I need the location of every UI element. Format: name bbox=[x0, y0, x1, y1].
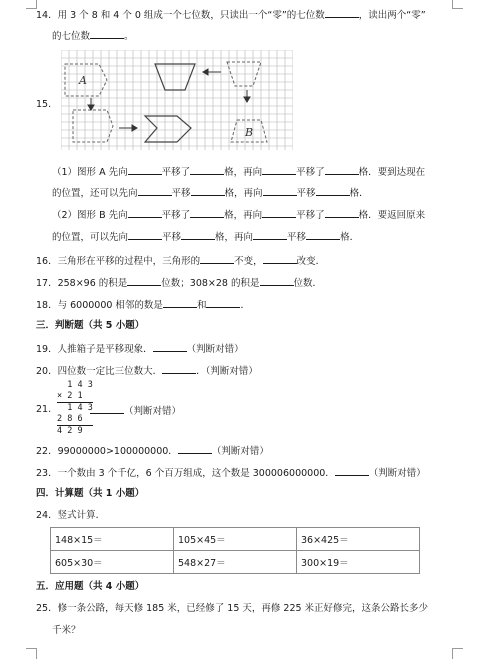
table-row bbox=[51, 528, 420, 551]
question-24-title: 24．竖式计算． bbox=[36, 510, 106, 521]
corner-mark bbox=[26, 648, 37, 659]
table-cell: 605×30＝ bbox=[51, 551, 174, 574]
question-text: 16．三角形在平移的过程中，三角形的 bbox=[36, 256, 201, 267]
question-text: 的位置，可以先向 bbox=[52, 232, 129, 243]
question-text: 位数；308×28 的积是 bbox=[161, 278, 260, 289]
question-text: （判断对错） bbox=[186, 344, 244, 355]
table-cell: 548×27＝ bbox=[174, 551, 297, 574]
question-15-number: 15. bbox=[36, 99, 52, 110]
question-text: （1）图形 A 先向 bbox=[52, 167, 128, 178]
question-text: 19．人推箱子是平移现象． bbox=[36, 344, 153, 355]
table-cell: 36×425＝ bbox=[297, 528, 420, 551]
question-text: 平移了 bbox=[161, 210, 191, 221]
answer-blank[interactable] bbox=[191, 186, 225, 196]
answer-blank[interactable] bbox=[128, 208, 162, 218]
question-20 bbox=[36, 364, 258, 378]
answer-blank[interactable] bbox=[253, 230, 287, 240]
question-text: ，读出两个“零” bbox=[358, 10, 426, 21]
question-text: ．（判断对错） bbox=[196, 366, 258, 377]
answer-blank[interactable] bbox=[163, 298, 197, 308]
answer-blank[interactable] bbox=[263, 186, 297, 196]
corner-mark bbox=[452, 0, 463, 9]
answer-blank[interactable] bbox=[190, 208, 224, 218]
question-text: 17．258×96 的积是 bbox=[36, 278, 128, 289]
figure-b-label: B bbox=[245, 126, 254, 139]
question-text: 格． bbox=[340, 232, 360, 243]
answer-blank[interactable] bbox=[153, 342, 187, 352]
calculation-table bbox=[50, 527, 420, 574]
question-text: 的七位数 bbox=[52, 31, 91, 42]
question-25-cont: 千米？ bbox=[52, 625, 81, 636]
table-cell: 300×19＝ bbox=[297, 551, 420, 574]
answer-blank[interactable] bbox=[178, 444, 212, 454]
answer-blank[interactable] bbox=[306, 230, 340, 240]
question-text: （2）图形 B 先向 bbox=[52, 210, 128, 221]
question-text: 格．要返回原来 bbox=[358, 210, 426, 221]
question-text: 格． bbox=[349, 188, 369, 199]
answer-blank[interactable] bbox=[138, 186, 172, 196]
answer-blank[interactable] bbox=[335, 466, 369, 476]
question-23 bbox=[36, 466, 426, 480]
question-text: 格，再向 bbox=[224, 167, 263, 178]
question-text: 平移 bbox=[287, 232, 307, 243]
question-text: 。 bbox=[124, 31, 134, 42]
answer-blank[interactable] bbox=[325, 165, 359, 175]
table-row bbox=[51, 551, 420, 574]
section-heading: 三．判断题（共 5 小题） bbox=[36, 320, 145, 331]
answer-blank[interactable] bbox=[263, 254, 297, 264]
question-18 bbox=[36, 298, 250, 312]
figure-a-label: A bbox=[79, 74, 87, 87]
question-22 bbox=[36, 444, 269, 458]
answer-blank[interactable] bbox=[262, 165, 296, 175]
question-16 bbox=[36, 254, 325, 268]
question-text: 平移了 bbox=[161, 167, 191, 178]
section-heading: 四．计算题（共 1 小题） bbox=[36, 488, 145, 499]
section-heading: 五．应用题（共 4 小题） bbox=[36, 581, 145, 592]
question-text: 平移 bbox=[296, 188, 316, 199]
answer-blank[interactable] bbox=[128, 165, 162, 175]
question-text: 平移 bbox=[162, 232, 182, 243]
table-cell: 105×45＝ bbox=[174, 528, 297, 551]
answer-blank[interactable] bbox=[181, 230, 215, 240]
question-text: （判断对错） bbox=[368, 468, 426, 479]
question-text: 23．一个数由 3 个千亿，6 个百万组成，这个数是 300006000000． bbox=[36, 468, 335, 479]
question-text: 不变， bbox=[234, 256, 263, 267]
question-text: 格，再向 bbox=[215, 232, 254, 243]
answer-blank[interactable] bbox=[260, 276, 294, 286]
answer-blank[interactable] bbox=[200, 254, 234, 264]
question-text: 和 bbox=[196, 300, 207, 311]
answer-blank[interactable] bbox=[325, 208, 359, 218]
question-21-number: 21. bbox=[36, 404, 52, 415]
question-15-part1 bbox=[52, 165, 425, 179]
answer-blank[interactable] bbox=[262, 208, 296, 218]
answer-blank[interactable] bbox=[128, 230, 162, 240]
question-text: 位数． bbox=[293, 278, 323, 289]
question-text: 20．四位数一定比三位数大． bbox=[36, 366, 163, 377]
question-25: 25．修一条公路，每天修 185 米，已经修了 15 天，再修 225 米正好修完，这条公路长多少 bbox=[36, 603, 429, 614]
answer-blank[interactable] bbox=[90, 29, 124, 39]
question-14-cont bbox=[52, 29, 134, 43]
answer-blank[interactable] bbox=[325, 8, 359, 18]
question-text: （判断对错） bbox=[211, 446, 269, 457]
question-15-part2-cont bbox=[52, 230, 359, 244]
corner-mark bbox=[452, 648, 463, 659]
question-text: 22．99000000>100000000． bbox=[36, 446, 178, 457]
question-15-part1-cont bbox=[52, 186, 369, 200]
question-text: 14．用 3 个 8 和 4 个 0 组成一个七位数，只读出一个“零”的七位数 bbox=[36, 10, 325, 21]
answer-blank[interactable] bbox=[162, 364, 196, 374]
answer-blank[interactable] bbox=[90, 404, 124, 414]
question-text: 改变． bbox=[296, 256, 326, 267]
question-19 bbox=[36, 342, 244, 356]
question-text: （判断对错） bbox=[124, 406, 182, 417]
vertical-multiplication: 1 4 3 × 2 1 1 4 3 2 8 6 4 2 9 bbox=[57, 380, 93, 436]
question-text: 格，再向 bbox=[224, 188, 263, 199]
question-text: 平移了 bbox=[296, 210, 325, 221]
question-text: 18．与 6000000 相邻的数是 bbox=[36, 300, 163, 311]
question-text: 的位置，还可以先向 bbox=[52, 188, 138, 199]
answer-blank[interactable] bbox=[127, 276, 161, 286]
answer-blank[interactable] bbox=[190, 165, 224, 175]
question-text: 平移 bbox=[171, 188, 191, 199]
question-text: 格，再向 bbox=[224, 210, 263, 221]
translation-grid-figure bbox=[61, 50, 293, 150]
question-21-judge bbox=[90, 404, 181, 418]
question-17 bbox=[36, 276, 322, 290]
question-text: ． bbox=[240, 300, 250, 311]
question-15-part2 bbox=[52, 208, 425, 222]
answer-blank[interactable] bbox=[206, 298, 240, 308]
question-14 bbox=[36, 8, 426, 22]
answer-blank[interactable] bbox=[316, 186, 350, 196]
question-text: 格．要到达现在 bbox=[358, 167, 426, 178]
question-text: 平移了 bbox=[296, 167, 325, 178]
table-cell: 148×15＝ bbox=[51, 528, 174, 551]
